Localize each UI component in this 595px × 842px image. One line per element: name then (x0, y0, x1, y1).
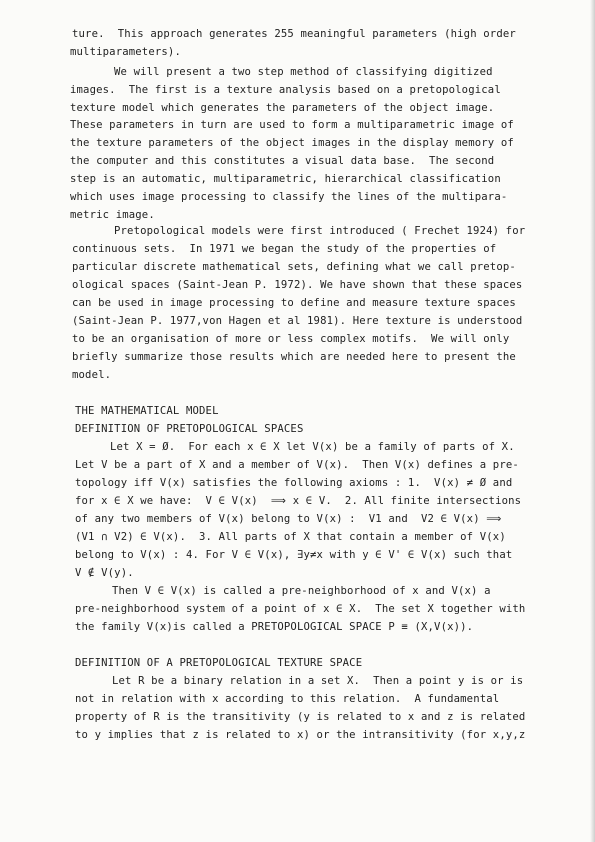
section-heading: DEFINITION OF A PRETOPOLOGICAL TEXTURE SPACE (75, 657, 363, 669)
text-line: to be an organisation of more or less complex motifs. We will only (72, 333, 510, 345)
text-line: the texture parameters of the object images in the display memory of (70, 137, 514, 149)
text-line: We will present a two step method of classifying digitized (114, 66, 493, 78)
text-line: not in relation with x according to this relation. A fundamental (75, 693, 500, 705)
text-line: topology iff V(x) satisfies the following axioms : 1. V(x) ≠ Ø and (75, 477, 513, 489)
text-line: multiparameters). (70, 46, 181, 58)
text-line: belong to V(x) : 4. For V ∈ V(x), ∃y≠x with y ∈ V' ∈ V(x) such that (75, 549, 513, 561)
text-line: of any two members of V(x) belong to V(x) : V1 and V2 ∈ V(x) ⟹ (75, 513, 502, 525)
text-line: pre-neighborhood system of a point of x ∈ X. The set X together with (75, 603, 526, 615)
text-line: can be used in image processing to define and measure texture spaces (72, 297, 516, 309)
text-line: Let V be a part of X and a member of V(x). Then V(x) defines a pre- (75, 459, 519, 471)
page-edge-shadow (590, 0, 595, 842)
text-line: briefly summarize those results which are needed here to present the (72, 351, 516, 363)
text-line: Let R be a binary relation in a set X. Then a point y is or is (112, 675, 524, 687)
text-line: (V1 ∩ V2) ∈ V(x). 3. All parts of X that contain a member of V(x) (75, 531, 506, 543)
text-line: images. The first is a texture analysis based on a pretopological (70, 84, 501, 96)
text-line: Then V ∈ V(x) is called a pre-neighborhood of x and V(x) a (112, 585, 491, 597)
text-line: model. (72, 369, 112, 381)
text-line: (Saint-Jean P. 1977,von Hagen et al 1981). Here texture is understood (72, 315, 523, 327)
text-line: to y implies that z is related to x) or the intransitivity (for x,y,z (75, 729, 526, 741)
section-heading: THE MATHEMATICAL MODEL (75, 405, 219, 417)
text-line: the family V(x)is called a PRETOPOLOGICAL SPACE P ≡ (X,V(x)). (75, 621, 474, 633)
text-line: ture. This approach generates 255 meaningful parameters (high order (72, 28, 516, 40)
text-line: texture model which generates the parameters of the object image. (70, 102, 495, 114)
text-line: for x ∈ X we have: V ∈ V(x) ⟹ x ∈ V. 2. All finite intersections (75, 495, 522, 507)
text-line: V ∉ V(y). (75, 567, 134, 579)
text-line: which uses image processing to classify the lines of the multipara- (70, 191, 508, 203)
text-line: the computer and this constitutes a visual data base. The second (70, 155, 495, 167)
text-line: ological spaces (Saint-Jean P. 1972). We have shown that these spaces (72, 279, 523, 291)
text-line: continuous sets. In 1971 we began the study of the properties of (72, 243, 497, 255)
text-line: Let X = Ø. For each x ∈ X let V(x) be a family of parts of X. (110, 441, 515, 453)
text-line: These parameters in turn are used to form a multiparametric image of (70, 119, 514, 131)
text-line: Pretopological models were first introduced ( Frechet 1924) for (114, 225, 526, 237)
text-line: particular discrete mathematical sets, defining what we call pretop- (72, 261, 516, 273)
text-line: step is an automatic, multiparametric, hierarchical classification (70, 173, 501, 185)
section-heading: DEFINITION OF PRETOPOLOGICAL SPACES (75, 423, 304, 435)
text-line: property of R is the transitivity (y is related to x and z is related (75, 711, 526, 723)
text-line: metric image. (70, 209, 155, 221)
